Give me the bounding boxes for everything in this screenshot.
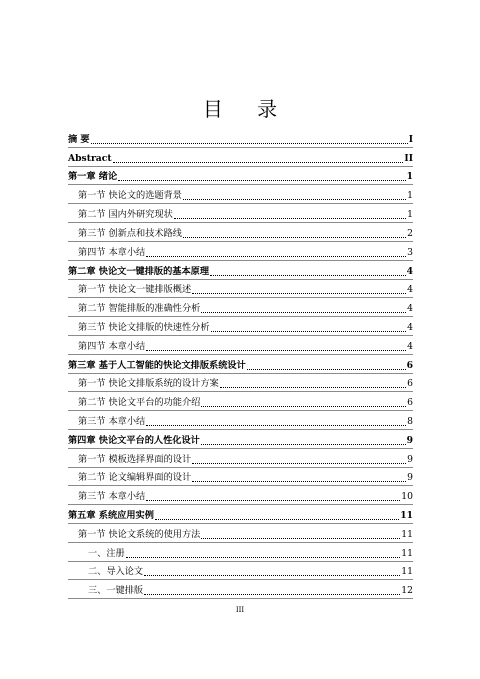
toc-entry-page: I — [408, 134, 413, 145]
toc-entry[interactable] — [68, 149, 413, 165]
toc-entry-label: 第一节 快论文排版系统的设计方案 — [78, 378, 219, 389]
toc-entry-label: 第一节 快论文一键排版概述 — [78, 284, 192, 295]
toc-entry-label: 第四节 本章小结 — [78, 247, 146, 258]
toc-entry[interactable] — [68, 224, 413, 240]
row-separator — [68, 410, 413, 411]
leader-dots — [146, 256, 406, 257]
row-separator — [68, 203, 413, 204]
leader-dots — [146, 350, 406, 351]
toc-entry[interactable] — [68, 525, 413, 541]
toc-entry[interactable] — [68, 412, 413, 428]
leader-dots — [220, 387, 406, 388]
row-separator — [68, 561, 413, 562]
toc-entry-page: 4 — [407, 284, 413, 295]
row-separator — [68, 429, 413, 430]
leader-dots — [183, 237, 406, 238]
leader-dots — [174, 218, 406, 219]
toc-entry-page: 11 — [401, 548, 413, 559]
toc-entry[interactable] — [68, 318, 413, 334]
row-separator — [68, 448, 413, 449]
row-separator — [68, 222, 413, 223]
toc-entry[interactable] — [68, 356, 413, 372]
row-separator — [68, 184, 413, 185]
leader-dots — [192, 481, 406, 482]
toc-entry-label: 第一节 模板选择界面的设计 — [78, 454, 192, 465]
leader-dots — [210, 275, 406, 276]
leader-dots — [144, 575, 400, 576]
toc-entry-label: 第二章 快论文一键排版的基本原理 — [68, 266, 210, 277]
toc-entry-page: 6 — [406, 360, 413, 371]
leader-dots — [113, 162, 404, 163]
row-separator — [68, 241, 413, 242]
row-separator — [68, 598, 413, 599]
toc-entry[interactable] — [68, 205, 413, 221]
toc-entry-label: 第二节 快论文平台的功能介绍 — [78, 397, 201, 408]
toc-entry[interactable] — [68, 450, 413, 466]
toc-entry-page: 3 — [407, 247, 413, 258]
toc-entry-label: 第五章 系统应用实例 — [68, 510, 154, 521]
toc-entry[interactable] — [68, 393, 413, 409]
row-separator — [68, 279, 413, 280]
toc-entry-label: 第四章 快论文平台的人性化设计 — [68, 435, 200, 446]
toc-entry[interactable] — [68, 130, 413, 146]
row-separator — [68, 354, 413, 355]
leader-dots — [118, 180, 405, 181]
toc-entry-label: 第四节 本章小结 — [78, 341, 146, 352]
row-separator — [68, 391, 413, 392]
toc-entry[interactable] — [68, 299, 413, 315]
leader-dots — [201, 312, 406, 313]
leader-dots — [146, 500, 400, 501]
row-separator — [68, 316, 413, 317]
page-title: 目 录 — [202, 97, 292, 121]
leader-dots — [211, 331, 407, 332]
toc-entry-page: 9 — [406, 435, 413, 446]
toc-entry-label: 第三节 创新点和技术路线 — [78, 228, 182, 239]
toc-entry-page: 9 — [407, 472, 413, 483]
leader-dots — [201, 444, 406, 445]
toc-entry[interactable] — [68, 431, 413, 447]
row-separator — [68, 485, 413, 486]
toc-entry-label: Abstract — [68, 153, 112, 164]
toc-entry[interactable] — [68, 374, 413, 390]
toc-entry-label: 摘 要 — [68, 134, 90, 145]
leader-dots — [183, 199, 406, 200]
toc-entry-page: 1 — [406, 171, 413, 182]
toc-entry[interactable] — [68, 487, 413, 503]
toc-entry-page: 2 — [407, 228, 413, 239]
toc-entry-page: 1 — [407, 209, 413, 220]
toc-entry-page: 11 — [400, 510, 413, 521]
toc-entry-page: 4 — [407, 341, 413, 352]
toc-entry-page: 6 — [407, 397, 413, 408]
leader-dots — [146, 425, 406, 426]
toc-entry-label: 第三节 本章小结 — [78, 416, 146, 427]
row-separator — [68, 297, 413, 298]
page-number: III — [235, 606, 245, 614]
row-separator — [68, 335, 413, 336]
toc-entry-page: 6 — [407, 378, 413, 389]
leader-dots — [155, 519, 399, 520]
toc-entry[interactable] — [68, 280, 413, 296]
toc-entry-page: 1 — [407, 190, 413, 201]
leader-dots — [192, 293, 406, 294]
toc-entry[interactable] — [68, 337, 413, 353]
leader-dots — [91, 143, 408, 144]
toc-entry-page: 4 — [407, 322, 413, 333]
row-separator — [68, 467, 413, 468]
toc-entry-page: 8 — [407, 416, 413, 427]
toc-entry-label: 第三节 快论文排版的快速性分析 — [78, 322, 210, 333]
toc-entry[interactable] — [68, 167, 413, 183]
toc-entry-label: 第一节 快论文的选题背景 — [78, 190, 182, 201]
row-separator — [68, 542, 413, 543]
toc-entry-label: 第三章 基于人工智能的快论文排版系统设计 — [68, 360, 246, 371]
leader-dots — [247, 369, 406, 370]
toc-entry-page: 4 — [407, 303, 413, 314]
toc-entry-page: 12 — [401, 585, 413, 596]
toc-entry-label: 第二节 国内外研究现状 — [78, 209, 173, 220]
row-separator — [68, 504, 413, 505]
toc-entry-label: 第一节 快论文系统的使用方法 — [78, 529, 201, 540]
toc-entry-page: 11 — [401, 529, 413, 540]
leader-dots — [201, 406, 406, 407]
toc-entry[interactable] — [68, 243, 413, 259]
row-separator — [68, 260, 413, 261]
leader-dots — [201, 538, 400, 539]
toc-entry-label: 第三节 本章小结 — [78, 491, 146, 502]
row-separator — [68, 579, 413, 580]
toc-entry-label: 第二节 论文编辑界面的设计 — [78, 472, 192, 483]
toc-entry-page: 9 — [407, 454, 413, 465]
toc-entry-label: 一、注册 — [88, 548, 125, 559]
toc-entry[interactable] — [68, 506, 413, 522]
toc-entry-page: 4 — [406, 266, 413, 277]
toc-entry[interactable] — [68, 581, 413, 597]
toc-entry[interactable] — [68, 262, 413, 278]
row-separator — [68, 523, 413, 524]
toc-entry[interactable] — [68, 544, 413, 560]
row-separator — [68, 166, 413, 167]
toc-entry-page: II — [404, 153, 413, 164]
toc-entry-label: 第一章 绪论 — [68, 171, 118, 182]
leader-dots — [144, 594, 400, 595]
toc-entry[interactable] — [68, 562, 413, 578]
toc-entry[interactable] — [68, 468, 413, 484]
toc-entry-label: 三、一键排版 — [88, 585, 144, 596]
leader-dots — [126, 557, 401, 558]
toc-entry-page: 10 — [401, 491, 413, 502]
toc-entry-label: 第二节 智能排版的准确性分析 — [78, 303, 201, 314]
row-separator — [68, 147, 413, 148]
leader-dots — [192, 463, 406, 464]
row-separator — [68, 373, 413, 374]
toc-entry-label: 二、导入论文 — [88, 566, 144, 577]
toc-entry[interactable] — [68, 186, 413, 202]
toc-entry-page: 11 — [401, 566, 413, 577]
